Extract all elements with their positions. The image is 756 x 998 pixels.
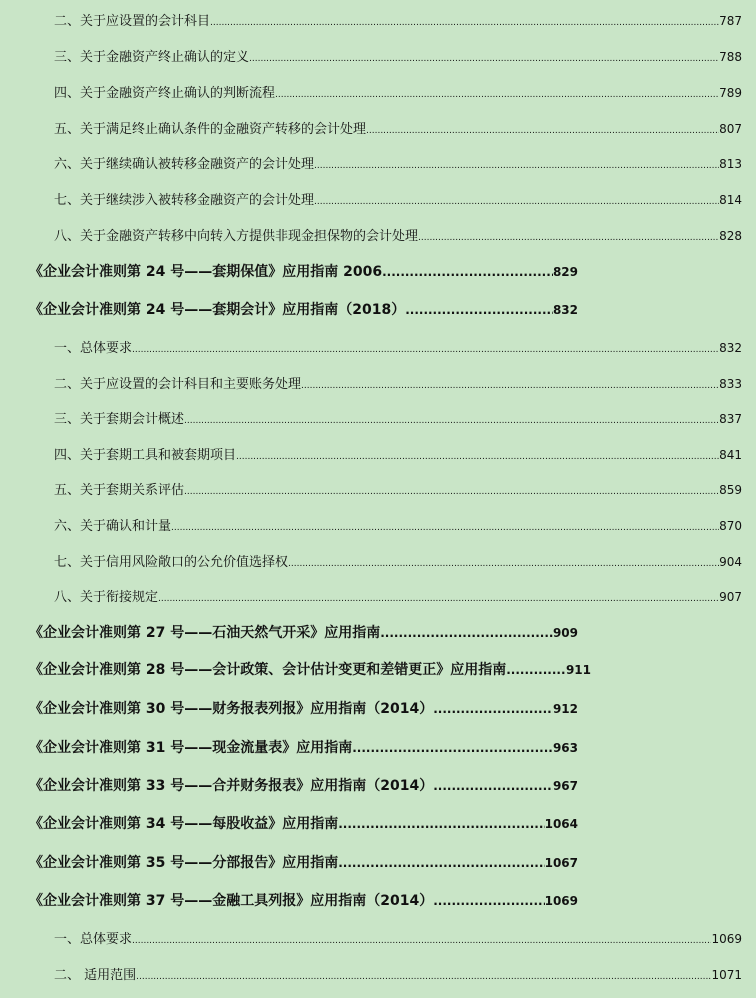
toc-page-number: 904 — [719, 555, 742, 569]
toc-section-entry[interactable] — [54, 515, 742, 534]
toc-chapter-entry[interactable] — [29, 775, 578, 795]
toc-section-entry[interactable] — [54, 586, 742, 605]
toc-page-number: 789 — [719, 86, 742, 100]
toc-page-number: 788 — [719, 50, 742, 64]
toc-section-entry[interactable] — [54, 189, 742, 208]
toc-page-number: 814 — [719, 193, 742, 207]
toc-entry-title: 八、关于衔接规定 — [54, 590, 159, 605]
toc-section-entry[interactable] — [54, 46, 742, 65]
dot-leader — [301, 377, 719, 392]
toc-section-entry[interactable] — [54, 479, 742, 498]
toc-entry-title: 《企业会计准则第 24 号——套期会计》应用指南（2018） — [29, 302, 406, 318]
toc-entry-title: 二、 适用范围 — [54, 968, 137, 983]
dot-leader — [506, 662, 566, 678]
dot-leader — [380, 625, 553, 641]
toc-entry-title: 《企业会计准则第 31 号——现金流量表》应用指南 — [29, 740, 353, 756]
toc-page-number: 1071 — [711, 968, 742, 982]
toc-entry-title: 五、关于套期关系评估 — [54, 483, 185, 498]
toc-entry-title: 二、关于应设置的会计科目 — [54, 14, 211, 29]
dot-leader — [433, 893, 544, 909]
toc-page-number: 870 — [719, 519, 742, 533]
toc-page-number: 787 — [719, 14, 742, 28]
toc-chapter-entry[interactable] — [29, 659, 591, 679]
dot-leader — [382, 264, 553, 280]
toc-section-entry[interactable] — [54, 82, 742, 101]
dot-leader — [433, 701, 553, 717]
toc-entry-title: 七、关于信用风险敞口的公允价值选择权 — [54, 555, 289, 570]
toc-entry-title: 八、关于金融资产转移中向转入方提供非现金担保物的会计处理 — [54, 229, 419, 244]
dot-leader — [184, 483, 719, 498]
toc-entry-title: 《企业会计准则第 24 号——套期保值》应用指南 2006 — [29, 264, 383, 280]
toc-page-number: 912 — [552, 702, 578, 716]
dot-leader — [288, 555, 719, 570]
toc-chapter-entry[interactable] — [29, 622, 578, 642]
toc-section-entry[interactable] — [54, 964, 742, 983]
toc-page-number: 963 — [552, 741, 578, 755]
toc-section-entry[interactable] — [54, 373, 742, 392]
dot-leader — [210, 14, 719, 29]
dot-leader — [366, 122, 719, 137]
toc-page-number: 837 — [719, 412, 742, 426]
toc-section-entry[interactable] — [54, 928, 742, 947]
dot-leader — [158, 590, 719, 605]
toc-entry-title: 六、关于继续确认被转移金融资产的会计处理 — [54, 157, 315, 172]
dot-leader — [136, 968, 711, 983]
toc-page-number: 813 — [719, 157, 742, 171]
toc-section-entry[interactable] — [54, 118, 742, 137]
dot-leader — [236, 448, 719, 463]
toc-page-number: 828 — [719, 229, 742, 243]
toc-chapter-entry[interactable] — [29, 890, 578, 910]
toc-entry-title: 《企业会计准则第 33 号——合并财务报表》应用指南（2014） — [29, 778, 434, 794]
toc-entry-title: 二、关于应设置的会计科目和主要账务处理 — [54, 377, 302, 392]
toc-page-number: 909 — [552, 626, 578, 640]
toc-entry-title: 《企业会计准则第 34 号——每股收益》应用指南 — [29, 816, 339, 832]
toc-chapter-entry[interactable] — [29, 698, 578, 718]
toc-page-number: 1067 — [544, 856, 578, 870]
toc-entry-title: 五、关于满足终止确认条件的金融资产转移的会计处理 — [54, 122, 367, 137]
toc-entry-title: 《企业会计准则第 37 号——金融工具列报》应用指南（2014） — [29, 893, 434, 909]
dot-leader — [405, 302, 553, 318]
toc-page-number: 967 — [552, 779, 578, 793]
toc-chapter-entry[interactable] — [29, 737, 578, 757]
dot-leader — [314, 193, 719, 208]
toc-page-number: 841 — [719, 448, 742, 462]
toc-page-number: 832 — [719, 341, 742, 355]
dot-leader — [184, 412, 719, 427]
toc-section-entry[interactable] — [54, 408, 742, 427]
toc-entry-title: 四、关于套期工具和被套期项目 — [54, 448, 237, 463]
toc-entry-title: 三、关于金融资产终止确认的定义 — [54, 50, 250, 65]
toc-section-entry[interactable] — [54, 153, 742, 172]
toc-entry-title: 六、关于确认和计量 — [54, 519, 172, 534]
toc-page-number: 807 — [719, 122, 742, 136]
toc-section-entry[interactable] — [54, 444, 742, 463]
toc-page-number: 832 — [552, 303, 578, 317]
toc-section-entry[interactable] — [54, 551, 742, 570]
toc-entry-title: 《企业会计准则第 27 号——石油天然气开采》应用指南 — [29, 625, 381, 641]
toc-chapter-entry[interactable] — [29, 852, 578, 872]
dot-leader — [338, 855, 544, 871]
toc-page-number: 859 — [719, 483, 742, 497]
toc-page-number: 829 — [552, 265, 578, 279]
dot-leader — [132, 932, 711, 947]
toc-entry-title: 三、关于套期会计概述 — [54, 412, 185, 427]
toc-entry-title: 一、总体要求 — [54, 341, 133, 356]
toc-page-number: 907 — [719, 590, 742, 604]
dot-leader — [275, 86, 719, 101]
toc-chapter-entry[interactable] — [29, 299, 578, 319]
toc-section-entry[interactable] — [54, 10, 742, 29]
dot-leader — [418, 229, 719, 244]
toc-page-number: 1069 — [544, 894, 578, 908]
dot-leader — [249, 50, 719, 65]
toc-page-number: 1069 — [711, 932, 742, 946]
toc-entry-title: 《企业会计准则第 35 号——分部报告》应用指南 — [29, 855, 339, 871]
dot-leader — [352, 740, 553, 756]
dot-leader — [433, 778, 553, 794]
toc-page-number: 911 — [565, 663, 591, 677]
toc-section-entry[interactable] — [54, 225, 742, 244]
dot-leader — [338, 816, 544, 832]
dot-leader — [132, 341, 719, 356]
dot-leader — [314, 157, 719, 172]
toc-entry-title: 《企业会计准则第 30 号——财务报表列报》应用指南（2014） — [29, 701, 434, 717]
toc-page-number: 1064 — [544, 817, 578, 831]
toc-entry-title: 四、关于金融资产终止确认的判断流程 — [54, 86, 276, 101]
toc-section-entry[interactable] — [54, 337, 742, 356]
toc-entry-title: 七、关于继续涉入被转移金融资产的会计处理 — [54, 193, 315, 208]
toc-page-number: 833 — [719, 377, 742, 391]
toc-entry-title: 一、总体要求 — [54, 932, 133, 947]
toc-chapter-entry[interactable] — [29, 261, 578, 281]
toc-entry-title: 《企业会计准则第 28 号——会计政策、会计估计变更和差错更正》应用指南 — [29, 662, 507, 678]
toc-chapter-entry[interactable] — [29, 813, 578, 833]
dot-leader — [171, 519, 719, 534]
